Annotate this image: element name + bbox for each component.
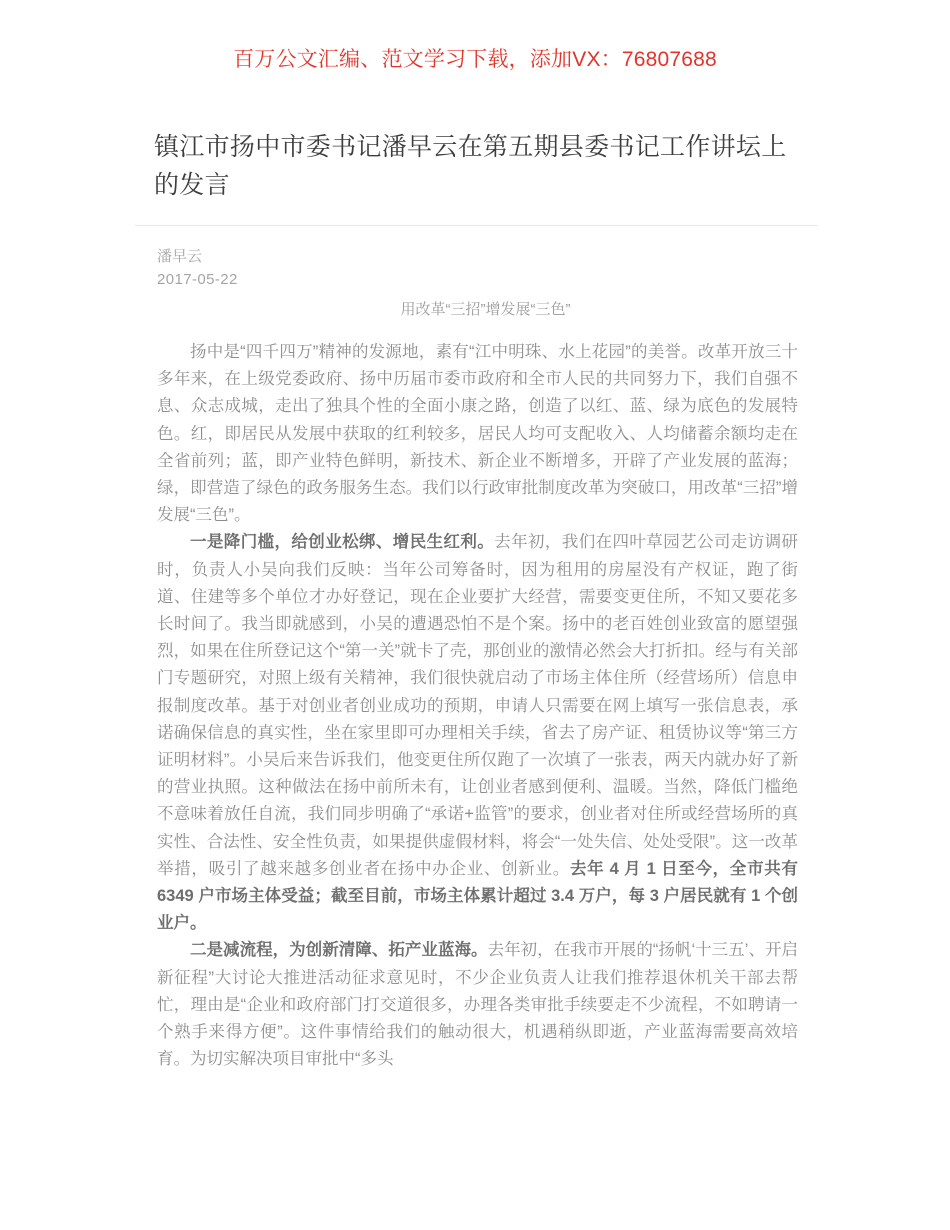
paragraph-lead: 一是降门槛，给创业松绑、增民生红利。 xyxy=(190,533,495,552)
title-divider xyxy=(135,225,818,226)
promo-banner-text: 百万公文汇编、范文学习下载，添加VX：76807688 xyxy=(233,48,717,71)
paragraph-text: 扬中是“四千四万”精神的发源地，素有“江中明珠、水上花园”的美誉。改革开放三十多年来，在上级党委政府、扬中历届市委市政府和全市人民的共同努力下，我们自强不息、众志成城，走出了独具个性的全面小康之路，创造了以红、蓝、绿为底色的发展特色。红，即居民从发展中获取的红利较多，居民人均可支配收入、人均储蓄余额均走在全省前列；蓝，即产业特色鲜明，新技术、新企业不断增多，开辟了产业发展的蓝海；绿，即营造了绿色的政务服务生态。我们以行政审批制度改革为突破口，用改革“三招”增发展“三色”。 xyxy=(157,343,798,525)
paragraph-one xyxy=(157,529,798,937)
article-meta xyxy=(157,245,818,291)
page-title: 镇江市扬中市委书记潘早云在第五期县委书记工作讲坛上的发言 xyxy=(154,133,787,199)
paragraph-tail-bold: 去年 4 月 1 日至今，全市共有 6349 户市场主体受益；截至目前，市场主体累计超过 3.4 万户，每 3 户居民就有 1 个创业户。 xyxy=(157,859,799,933)
article-subtitle: 用改革“三招”增发展“三色” xyxy=(400,301,571,318)
publish-date: 2017-05-22 xyxy=(157,271,238,288)
paragraph-two xyxy=(157,937,798,1073)
author-name: 潘早云 xyxy=(157,248,203,265)
promo-banner xyxy=(0,47,950,72)
paragraph-intro xyxy=(157,339,798,529)
paragraph-text: 去年初，我们在四叶草园艺公司走访调研时，负责人小吴向我们反映：当年公司筹备时，因为租用的房屋没有产权证，跑了街道、住建等多个单位才办好登记，现在企业要扩大经营，需要变更住所，不知又要花多长时间了。我当即就感到，小吴的遭遇恐怕不是个案。扬中的老百姓创业致富的愿望强烈，如果在住所登记这个“第一关”就卡了壳，那创业的激情必然会大打折扣。经与有关部门专题研究，对照上级有关精神，我们很快就启动了市场主体住所（经营场所）信息申报制度改革。基于对创业者创业成功的预期，申请人只需要在网上填写一张信息表，承诺确保信息的真实性，坐在家里即可办理相关手续，省去了房产证、租赁协议等“第三方证明材料”。小吴后来告诉我们，他变更住所仅跑了一次填了一张表，两天内就办好了新的营业执照。这种做法在扬中前所未有，让创业者感到便利、温暖。当然，降低门槛绝不意味着放任自流，我们同步明确了“承诺+监管”的要求，创业者对住所或经营场所的真实性、合法性、安全性负责，如果提供虚假材料，将会“一处失信、处处受限”。这一改革举措，吸引了越来越多创业者在扬中办企业、创新业。 xyxy=(157,533,799,878)
article-container xyxy=(135,128,818,1073)
article-body xyxy=(157,339,798,1073)
paragraph-text: 去年初，在我市开展的“扬帆‘十三五’、开启新征程”大讨论大推进活动征求意见时，不少企业负责人让我们推荐退休机关干部去帮忙，理由是“企业和政府部门打交道很多，办理各类审批手续要走不少流程，不如聘请一个熟手来得方便”。这件事情给我们的触动很大，机遇稍纵即逝，产业蓝海需要高效培育。为切实解决项目审批中“多头 xyxy=(157,941,799,1069)
paragraph-lead: 二是减流程，为创新清障、拓产业蓝海。 xyxy=(190,941,488,960)
